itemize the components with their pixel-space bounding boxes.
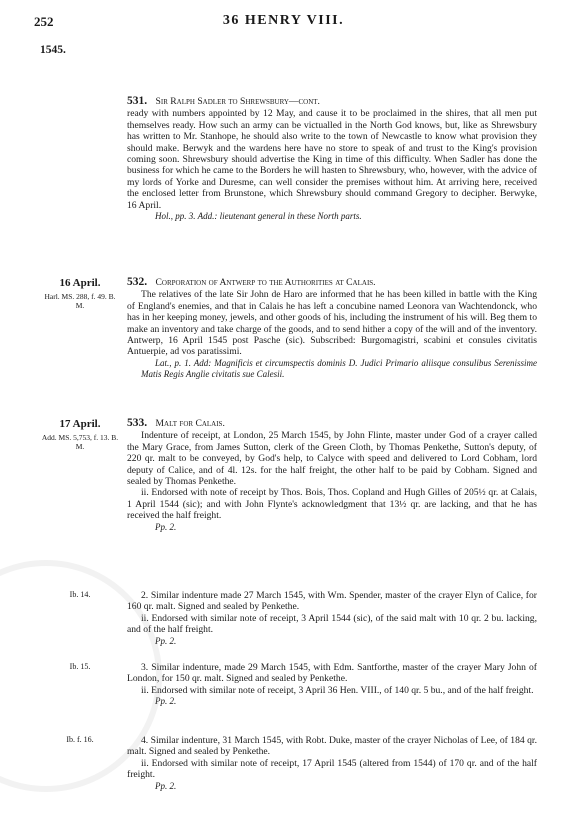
- item-2-text: 2. Similar indenture made 27 March 1545, with Wm. Spender, master of the crayer Elyn of Calice, for 160 qr. malt. Signed and sealed by Penkethe.: [127, 590, 537, 613]
- entry-532-date: 16 April.: [59, 277, 101, 289]
- entry-531-content: [127, 96, 537, 222]
- entry-532-title: Corporation of Antwerp to the Authorities at Calais.: [155, 277, 376, 288]
- item-3-content: [127, 662, 537, 707]
- entry-531-note: Hol., pp. 3. Add.: lieutenant general in these North parts.: [155, 211, 362, 222]
- item-3-ref: Ib. 15.: [69, 662, 91, 671]
- page-header: [0, 12, 567, 32]
- entry-533-body: Indenture of receipt, at London, 25 March 1545, by John Flinte, master under God of a crayer called the Mary Grace, from James Sutton, clerk of the Green Cloth, by Thomas Penkethe, Sutton's deputy, of 220 qr. malt to be conveyed, by God's help, to Calyce with speed and delivered to Lord Cobham, lord deputy of Calice, and of 4l. 12s. for the half freight, the other half to be paid by Cobham. Signed and sealed by Thomas Penkethe.: [127, 430, 537, 488]
- entry-533-date: 17 April.: [59, 418, 101, 430]
- entry-532-heading: [127, 277, 537, 288]
- entry-533-title: Malt for Calais.: [155, 418, 225, 429]
- entry-532-note: Lat., p. 1. Add: Magnificis et circumspectis dominis D. Judici Primario aliisque consulibus Serenissime Matis Regis Anglie civitatis sue Calesii.: [141, 357, 537, 379]
- item-4-pp: Pp. 2.: [155, 780, 177, 791]
- item-4-ref: Ib. f. 16.: [66, 735, 94, 744]
- entry-533-pp: Pp. 2.: [155, 521, 177, 532]
- entry-533-margin: [40, 418, 120, 451]
- entry-531-body: ready with numbers appointed by 12 May, and cause it to be proclaimed in the shires, that all men put themselves ready. How such an army can be victualled in the North God knows, but, like as Shrewsbury has written to Mr. Stanhope, he should also write to the town of Newcastle to know what provision they should make. Berwyk and the wardens here have no store to speak of and trust to the King's provision coming soon. Shrewsbury should advertise the King in time of this difficulty. When Sadler has done the business for which he came to the Borders he will hasten to Shrewsbury, who, however, with the advice of my lords of Yorke and Duresme, can well consider the premises without him. At arriving here, received the enclosed letter from Brunstone, which Shrewsbury should command Gregory to decipher. Berwyke, 16 April.: [127, 108, 537, 211]
- item-4-text: 4. Similar indenture, 31 March 1545, with Robt. Duke, master of the crayer Nicholas of Lee, of 184 qr. malt. Signed and sealed by Penkethe.: [127, 735, 537, 758]
- entry-532-content: [127, 277, 537, 380]
- entry-533-heading: [127, 418, 537, 429]
- year-label: 1545.: [40, 44, 66, 56]
- entry-532-margin: [40, 277, 120, 310]
- entry-533-ref: Add. MS. 5,753, f. 13. B. M.: [41, 433, 119, 451]
- item-2-ref: Ib. 14.: [69, 590, 91, 599]
- item-3-ii: ii. Endorsed with similar note of receipt, 3 April 36 Hen. VIII., of 140 qr. 5 bu., and of the half freight.: [141, 684, 534, 696]
- entry-532-number: 532.: [127, 276, 148, 288]
- entry-533-number: 533.: [127, 417, 148, 429]
- entry-532-ref: Harl. MS. 288, f. 49. B. M.: [44, 292, 116, 310]
- entry-533-content: [127, 418, 537, 533]
- item-2-pp: Pp. 2.: [155, 635, 177, 646]
- item-4-ii: ii. Endorsed with similar note of receipt, 17 April 1545 (altered from 1544) of 170 qr. and of the half freight.: [127, 757, 537, 781]
- item-4-content: [127, 735, 537, 792]
- entry-531-heading: [127, 96, 537, 107]
- item-3-pp: Pp. 2.: [155, 696, 177, 707]
- running-head: 36 HENRY VIII.: [222, 13, 345, 28]
- entry-531-number: 531.: [127, 95, 148, 107]
- item-2-content: [127, 590, 537, 647]
- page-number: 252: [34, 14, 54, 29]
- item-2-ii: ii. Endorsed with similar note of receipt, 3 April 1544 (sic), of the said malt with 10 qr. 2 bu. lacking, and of the half freight.: [127, 612, 537, 636]
- item-3-text: 3. Similar indenture, made 29 March 1545, with Edm. Santforthe, master of the crayer Mary John of London, for 150 qr. malt. Signed and sealed by Penkethe.: [127, 662, 537, 685]
- entry-533-ii: ii. Endorsed with note of receipt by Thos. Bois, Thos. Copland and Hugh Gilles of 205½ qr. at Calais, 1 April 1544 (sic); and with John Flynte's acknowledgment that 13½ qr. are lacking, and that he has received the half freight.: [127, 487, 537, 522]
- entry-531-title: Sir Ralph Sadler to Shrewsbury—cont.: [155, 96, 320, 107]
- entry-532-body: The relatives of the late Sir John de Haro are informed that he has been killed in battle with the King of England's enemies, and that in Calais he has left a concubine named Leonora van Wachtendonck, who has in her keeping money, jewels, and other goods of his, including the instrument of his will. Beg them to make an inventory and take charge of the goods, and to send hither a copy of the will and of the inventory. Antwerp, 16 April 1545 post Pasche (sic). Subscribed: Burgomagistri, scabini et consules civitatis Antuerpie, ad vos paratissimi.: [127, 289, 537, 358]
